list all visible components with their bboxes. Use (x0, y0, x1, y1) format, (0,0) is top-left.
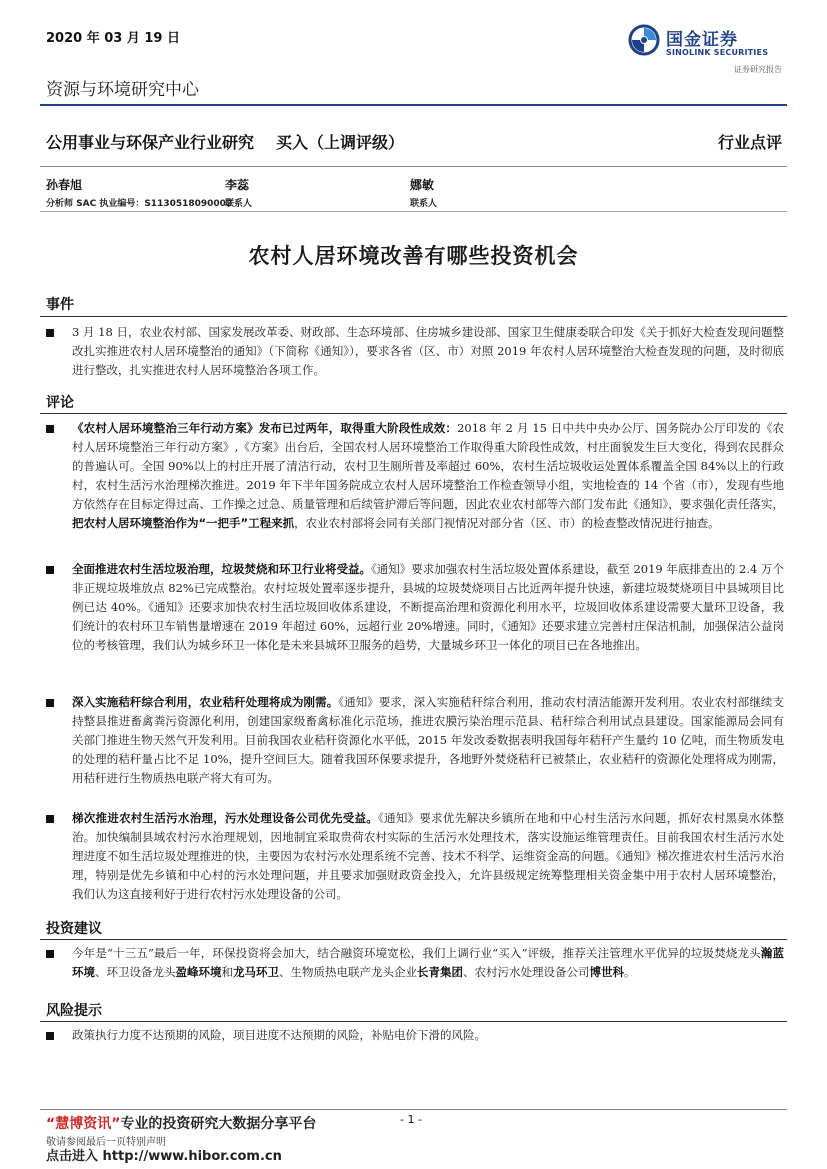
logo-en: SINOLINK SECURITIES (666, 48, 769, 57)
analyst-role: 联系人 (225, 199, 253, 209)
industry-name: 公用事业与环保产业行业研究 (46, 133, 255, 152)
advice-paragraph: 今年是“十三五”最后一年，环保投资将会加大，结合融资环境宽松，我们上调行业“买入”评级，推荐关注管理水平优异的垃圾焚烧龙头瀚蓝环境、环卫设备龙头盈峰环境和龙马环卫、生物质热电联产龙头企业长青集团、农村污水处理设备公司博世科。 (72, 946, 785, 979)
footer-link[interactable]: 点击进入 http://www.hibor.com.cn (46, 1149, 282, 1164)
industry-line (46, 130, 404, 153)
bullet-icon (46, 1032, 54, 1040)
sinolink-logo (628, 22, 788, 76)
analyst-name: 孙春旭 (46, 178, 83, 192)
footer-disclaimer: 敬请参阅最后一页特别声明 (46, 1137, 166, 1148)
page-number: - 1 - (400, 1113, 422, 1126)
section-divider (40, 413, 787, 414)
logo-sub: 证券研究报告 (734, 65, 782, 74)
sinolink-logo-icon (628, 24, 660, 56)
bullet-icon (46, 699, 54, 707)
section-heading-risk: 风险提示 (46, 1003, 102, 1019)
section-heading-comment: 评论 (46, 395, 74, 411)
section-heading-event: 事件 (46, 297, 74, 313)
bullet-icon (46, 815, 54, 823)
section-divider (40, 316, 787, 317)
footer-brand: “慧博资讯”专业的投资研究大数据分享平台 (46, 1116, 317, 1132)
section-divider (40, 939, 787, 940)
comment-paragraph-1: 《农村人居环境整治三年行动方案》发布已过两年，取得重大阶段性成效：2018 年 2 月 15 日中共中央办公厅、国务院办公厅印发的《农村人居环境整治三年行动方案》,《方案》出台后，全国农村人居环境整治工作取得重大阶段性成效，村庄面貌发生巨大变化，得到农民群众的普遍认可。全国 90%以上的村庄开展了清洁行动，农村卫生厕所普及率超过 60%，农村生活垃圾收运处置体系覆盖全国 84%以上的行政村，农村生活污水治理梯次推进。2019 年下半年国务院成立农村人居环境整治工作检查领导小组，实地检查的 14 个省（市），发现有些地方依然存在目标定得过高、工作操之过急、质量管理和后续管护滞后等问题，因此农业农村部等六部门发布此《通知》，要求强化责任落实，把农村人居环境整治作为“一把手”工程来抓，农业农村部将会同有关部门视情况对部分省（区、市）的检查整改情况进行抽查。 (72, 421, 784, 530)
logo-cn: 国金证券 (666, 30, 738, 50)
section-heading-advice: 投资建议 (46, 921, 102, 937)
section-divider (40, 1021, 787, 1022)
analyst-1 (46, 176, 232, 209)
comment-paragraph-3: 深入实施秸秆综合利用，农业秸秆处理将成为刚需。《通知》要求，深入实施秸秆综合利用，推动农村清洁能源开发利用。农业农村部继续支持整县推进畜禽粪污资源化利用，创建国家级畜禽标准化示范场，推进农膜污染治理示范县、秸秆综合利用试点县建设。国家能源局会同有关部门推进生物天然气开发利用。目前我国农业秸秆资源化水平低，2015 年发改委数据表明我国每年秸秆产生量约 10 亿吨，而生物质发电的处理的秸秆量占比不足 10%，提升空间巨大。随着我国环保要求提升，各地野外焚烧秸秆已被禁止，农业秸秆的资源化处理将成为刚需，用秸秆进行生物质热电联产将大有可为。 (72, 695, 785, 785)
bullet-icon (46, 950, 54, 958)
bullet-icon (46, 425, 54, 433)
footer-divider (40, 1109, 787, 1110)
rating: 买入（上调评级） (276, 133, 405, 152)
analyst-name: 娜敏 (410, 178, 435, 192)
event-paragraph: 3 月 18 日，农业农村部、国家发展改革委、财政部、生态环境部、住房城乡建设部、国家卫生健康委联合印发《关于抓好大检查发现问题整改扎实推进农村人居环境整治的通知》（下简称《通知》），要求各省（区、市）对照 2019 年农村人居环境整治大检查发现的问题，及时彻底进行整改，扎实推进农村人居环境整治各项工作。 (72, 325, 784, 377)
bullet-icon (46, 329, 54, 337)
analyst-role: 分析师 SAC 执业编号：S1130518090002 (46, 199, 233, 209)
research-center: 资源与环境研究中心 (46, 80, 199, 100)
analyst-name: 李蕊 (225, 178, 250, 192)
risk-paragraph: 政策执行力度不达预期的风险，项目进度不达预期的风险，补贴电价下滑的风险。 (72, 1028, 486, 1042)
report-title: 农村人居环境改善有哪些投资机会 (248, 243, 579, 268)
header-divider (40, 104, 787, 106)
analyst-role: 联系人 (410, 199, 438, 209)
analyst-divider (40, 211, 787, 212)
analyst-2 (225, 176, 252, 209)
subtitle-divider (40, 166, 787, 167)
report-type: 行业点评 (717, 133, 782, 152)
report-date: 2020 年 03 月 19 日 (46, 31, 180, 46)
bullet-icon (46, 566, 54, 574)
analyst-3 (410, 176, 437, 209)
comment-paragraph-4: 梯次推进农村生活污水治理，污水处理设备公司优先受益。《通知》要求优先解决乡镇所在地和中心村生活污水问题，抓好农村黑臭水体整治。加快编制县域农村污水治理规划，因地制宜采取贵荷农村实际的生活污水处理技术，落实设施运维管理责任。目前我国农村生活污水处理进度不如生活垃圾处理推进的快，主要因为农村污水处理系统不完善、技术不科学、运维资金高的问题。《通知》梯次推进农村生活污水治理，特别是优先乡镇和中心村的污水处理问题，并且要求加强财政资金投入，允许县级规定统筹整理相关资金集中用于农村人居环境整治，我们认为这直接利好于进行农村污水处理设备的公司。 (72, 811, 785, 901)
comment-paragraph-2: 全面推进农村生活垃圾治理，垃圾焚烧和环卫行业将受益。《通知》要求加强农村生活垃圾处置体系建设，截至 2019 年底排查出的 2.4 万个非正规垃圾堆放点 82%已完成整治。农村垃圾处置率逐步提升，县城的垃圾焚烧项目占比近两年提升快速，新建垃圾焚烧项目中县城项目比例已达 40%。《通知》还要求加快农村生活垃圾回收体系建设，不断提高治理和资源化利用水平，垃圾回收体系建设需要大量环卫设备，我们统计的农村环卫车销售量增速在 2019 年超过 60%，远超行业 20%增速。同时，《通知》还要求建立完善村庄保洁机制，加强保洁公益岗位的考核管理，我们认为城乡环卫一体化是未来县城环卫服务的趋势，大量城乡环卫一体化的项目已在各地推出。 (72, 562, 784, 652)
